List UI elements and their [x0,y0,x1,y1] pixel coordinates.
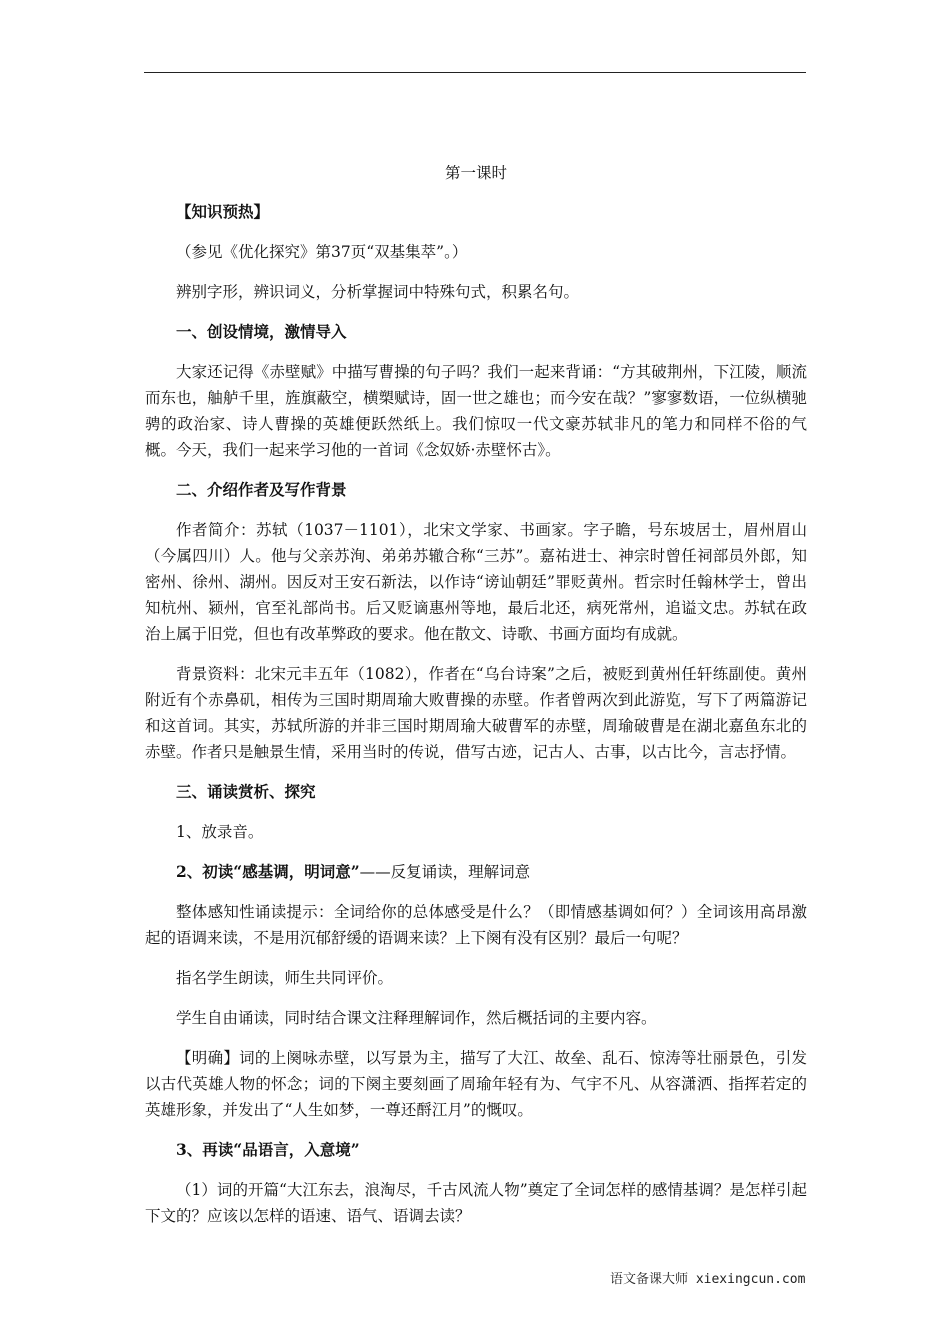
section-1-heading: 一、创设情境，激情导入 [176,322,347,341]
free-reading: 学生自由诵读，同时结合课文注释理解词作，然后概括词的主要内容。 [176,1009,657,1027]
step-2-subtitle: ——反复诵读，理解词意 [359,863,531,881]
author-intro: 作者简介：苏轼（1037－1101），北宋文学家、书画家。字子瞻，号东坡居士，眉州眉山（今属四川）人。他与父亲苏洵、弟弟苏辙合称“三苏”。嘉祐进士、神宗时曾任祠部员外郎，知密州、徐州、湖州。因反对王安石新法，以作诗“谤讪朝廷”罪贬黄州。哲宗时任翰林学士，曾出知杭州、颍州，官至礼部尚书。后又贬谪惠州等地，最后北还，病死常州，追谥文忠。苏轼在政治上属于旧党，但也有改革弊政的要求。他在散文、诗歌、书画方面均有成就。 [145,521,807,643]
student-reading: 指名学生朗读，师生共同评价。 [176,969,394,987]
header-rule [144,72,806,73]
step-1: 1、放录音。 [176,823,264,841]
step-3-heading: 3、再读“品语言，入意境” [176,1140,360,1159]
section-3-heading: 三、诵读赏析、探究 [176,782,316,801]
learning-goal: 辨别字形，辨识词义，分析掌握词中特殊句式，积累名句。 [176,283,580,301]
step-2-title: 2、初读“感基调，明词意” [176,862,360,881]
question-1: （1）词的开篇“大江东去，浪淘尽，千古风流人物”奠定了全词怎样的感情基调？是怎样引起下文的？应该以怎样的语速、语气、语调去读？ [145,1181,807,1225]
step-2-heading [145,859,807,885]
clarify-text: 词的上阕咏赤壁，以写景为主，描写了大江、故垒、乱石、惊涛等壮丽景色，引发以古代英雄人物的怀念；词的下阕主要刻画了周瑜年轻有为、气宇不凡、从容潇洒、指挥若定的英雄形象，并发出了“人生如梦，一尊还酹江月”的慨叹。 [145,1049,807,1119]
background-info: 背景资料：北宋元丰五年（1082），作者在“乌台诗案”之后，被贬到黄州任轩练副使。黄州附近有个赤鼻矶，相传为三国时期周瑜大败曹操的赤壁。作者曾两次到此游览，写下了两篇游记和这首词。其实，苏轼所游的并非三国时期周瑜大破曹军的赤壁，周瑜破曹是在湖北嘉鱼东北的赤壁。作者只是触景生情，采用当时的传说，借写古迹，记古人、古事，以古比今，言志抒情。 [145,665,807,761]
clarification [145,1045,807,1123]
section-1-text: 大家还记得《赤壁赋》中描写曹操的句子吗？我们一起来背诵：“方其破荆州，下江陵，顺流而东也，舳舻千里，旌旗蔽空，横槊赋诗，固一世之雄也；而今安在哉？”寥寥数语，一位纵横驰骋的政治家、诗人曹操的英雄便跃然纸上。我们惊叹一代文豪苏轼非凡的笔力和同样不俗的气概。今天，我们一起来学习他的一首词《念奴娇·赤壁怀古》。 [145,363,807,459]
footer-watermark: 语文备课大师 xiexingcun.com [610,1272,806,1287]
reading-hint: 整体感知性诵读提示：全词给你的总体感受是什么？（即情感基调如何？）全词该用高昂激起的语调来读，不是用沉郁舒缓的语调来读？上下阕有没有区别？最后一句呢？ [145,903,807,947]
lesson-title: 第一课时 [444,164,507,182]
section-2-heading: 二、介绍作者及写作背景 [176,480,347,499]
clarify-label: 【明确】 [176,1049,240,1067]
knowledge-heading: 【知识预热】 [176,202,270,221]
document-body [145,160,807,1243]
knowledge-reference: （参见《优化探究》第37页“双基集萃”。） [176,243,468,261]
